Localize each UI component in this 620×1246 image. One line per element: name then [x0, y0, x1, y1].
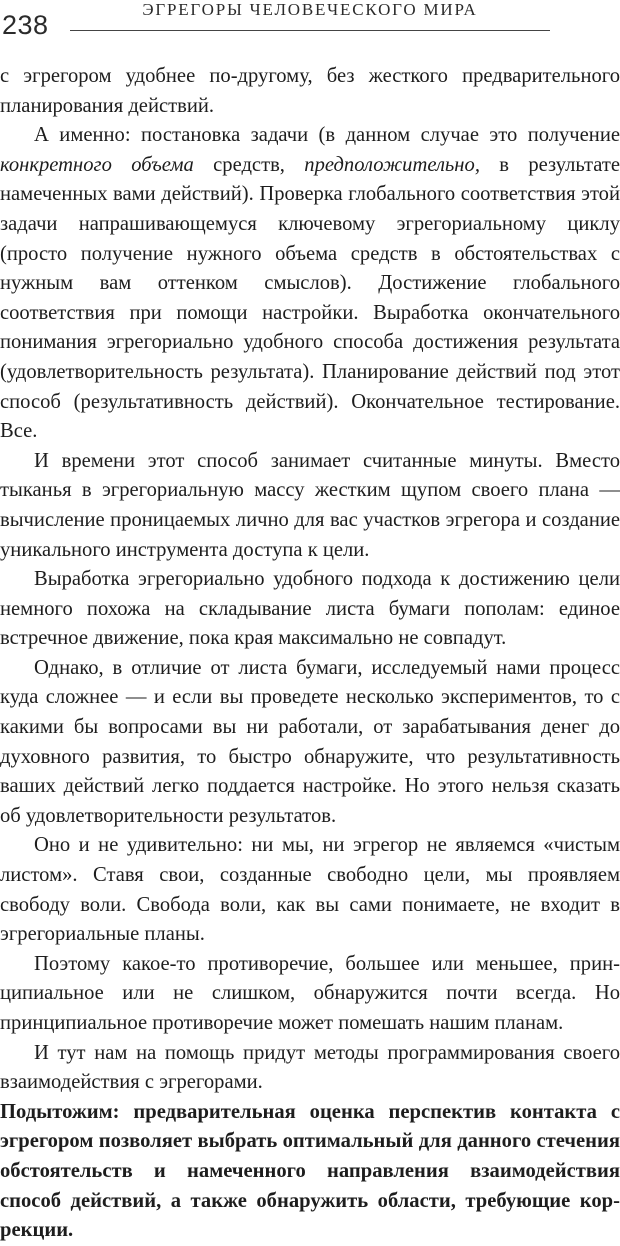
- paragraph-6: Оно и не удивительно: ни мы, ни эгрегор не являемся «чистым листом». Ставя свои, созданные свободно цели, мы проявляем свободу воли. Свобода воли, как вы сами понимаете, не входит в эгрегориальные планы.: [0, 834, 620, 946]
- paragraph-2: [0, 121, 620, 447]
- page-header: [0, 0, 620, 46]
- paragraph-1: с эгрегором удобнее по-другому, без жесткого предварительного планирования действий.: [0, 65, 620, 117]
- page-number: 238: [2, 10, 49, 40]
- paragraph-5: Однако, в отличие от листа бумаги, исследуемый нами процесс куда сложнее — и если вы проведете несколько экспериментов, то с какими бы вопросами вы ни работали, от зарабатывания денег до духовного развития, то быстро обнаружите, что результативность ваших действий легко поддается настройке. Но этого нельзя сказать об удовлетворительности результатов.: [0, 656, 620, 827]
- body-text: [0, 62, 620, 1246]
- paragraph-7: Поэтому какое-то противоречие, большее или меньшее, принципиальное или не слишком, обнаружится почти всегда. Но принципиальное противоречие может помешать нашим планам.: [0, 952, 620, 1034]
- paragraph-8: И тут нам на помощь придут методы программирования своего взаимодействия с эгрегорами.: [0, 1041, 620, 1094]
- running-title: ЭГРЕГОРЫ ЧЕЛОВЕЧЕСКОГО МИРА: [142, 0, 478, 19]
- summary-paragraph: Подытожим: предварительная оценка перспектив контакта с эгрегором позволяет выбрать оптимальный для данного стечения обстоятельств и намеченного направления взаимодействия способ действий, а также обнаружить области, требующие коррекции.: [0, 1100, 620, 1242]
- paragraph-3: И времени этот способ занимает считанные минуты. Вместо тыканья в эгрегориальную массу жестким щупом своего плана — вычисление проницаемых лично для вас участков эгрегора и создание уникального инструмента доступа к цели.: [0, 449, 620, 561]
- paragraph-2-text-a: А именно: постановка задачи (в данном случае это получение: [34, 124, 620, 147]
- paragraph-4: Выработка эгрегориально удобного подхода к достижению цели немного похожа на складывание листа бумаги пополам: единое встречное движение, пока края максимально не совпадут.: [0, 568, 620, 650]
- paragraph-2-italic-a: конкретного объема: [0, 153, 194, 176]
- header-rule: [70, 30, 550, 31]
- paragraph-2-text-c: в результате намеченных вами действий). Проверка глобального соответствия этой задачи напрашивающемуся ключевому эгрегориальному циклу (просто получение нужного объема средств в обстоятельствах с нужным вам оттенком смыслов). Достижение глобального соответствия при помощи настройки. Выработка окончательного понимания эгрегориально удобного способа достижения результата (удовлетворительность результата). Планирование действий под этот способ (результативность действий). Окончательное тестирование. Все.: [0, 153, 620, 443]
- paragraph-2-italic-b: предположительно,: [304, 153, 480, 176]
- paragraph-2-text-b: средств,: [193, 153, 305, 176]
